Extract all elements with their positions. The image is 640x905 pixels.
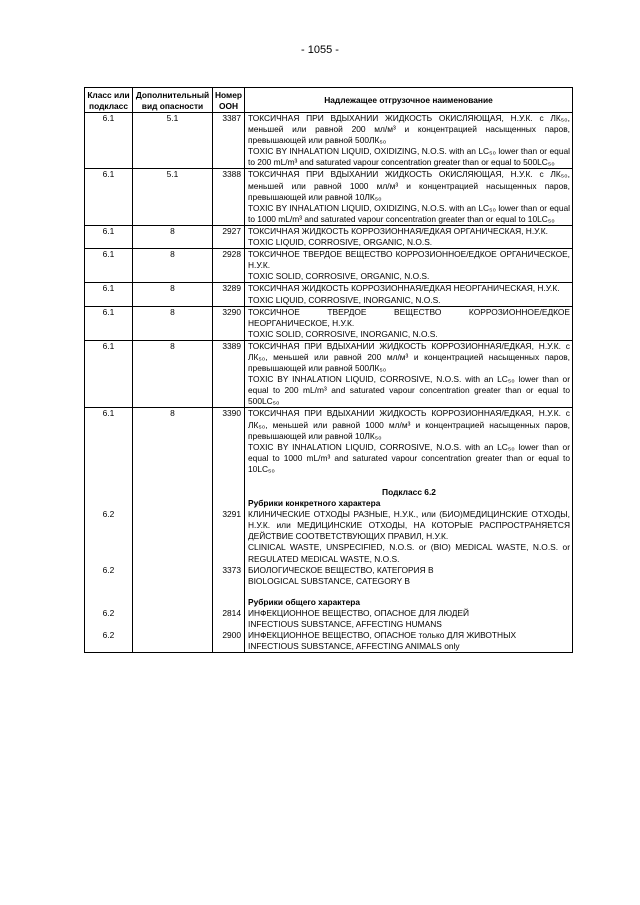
- general-entries-heading: Рубрики общего характера: [248, 596, 360, 607]
- header-subsidiary-risk: Дополнительный вид опасности: [133, 88, 213, 113]
- table-row: [85, 608, 573, 630]
- shipping-name-cell: [245, 565, 573, 587]
- name-en: CLINICAL WASTE, UNSPECIFIED, N.O.S. or (BIO) MEDICAL WASTE, N.O.S. or REGULATED MEDICAL WASTE, N.O.S.: [248, 542, 570, 564]
- class-cell: 6.2: [85, 509, 133, 564]
- shipping-name-cell: [245, 283, 573, 306]
- un-number-cell: 2814: [213, 608, 245, 630]
- shipping-name-cell: [245, 340, 573, 408]
- shipping-name-cell: [245, 608, 573, 630]
- class-cell: 6.1: [85, 225, 133, 248]
- un-number-cell: 2927: [213, 225, 245, 248]
- name-en: TOXIC BY INHALATION LIQUID, OXIDIZING, N.O.S. with an LC₅₀ lower than or equal to 200 mL/m³ and saturated vapour concentration greater than or equal to 500LC₅₀: [248, 146, 570, 168]
- name-en: BIOLOGICAL SUBSTANCE, CATEGORY B: [248, 575, 410, 586]
- specific-entries-heading: Рубрики конкретного характера: [248, 498, 381, 509]
- shipping-name-cell: [245, 509, 573, 564]
- name-en: TOXIC BY INHALATION LIQUID, CORROSIVE, N.O.S. with an LC₅₀ lower than or equal to 200 mL/m³ and saturated vapour concentration greater than or equal to 500LC₅₀: [248, 374, 570, 407]
- subclass-heading-cell: [245, 475, 573, 509]
- name-ru: КЛИНИЧЕСКИЕ ОТХОДЫ РАЗНЫЕ, Н.У.К., или (БИО)МЕДИЦИНСКИЕ ОТХОДЫ, Н.У.К. или МЕДИЦИНСКИЕ ОТХОДЫ, НА КОТОРЫЕ РАСПРОСТРАНЯЕТСЯ ДЕЙСТВИЕ СООТВЕТСТВУЮЩИХ ПРАВИЛ, Н.У.К.: [248, 509, 570, 542]
- un-number-cell: 3387: [213, 113, 245, 169]
- name-ru: ТОКСИЧНАЯ ЖИДКОСТЬ КОРРОЗИОННАЯ/ЕДКАЯ ОРГАНИЧЕСКАЯ, Н.У.К.: [248, 225, 548, 236]
- table-row: [85, 113, 573, 169]
- un-number-cell: 2900: [213, 630, 245, 653]
- un-number-cell: 3290: [213, 306, 245, 340]
- table-row: [85, 169, 573, 225]
- class-cell: 6.2: [85, 608, 133, 630]
- name-ru: ТОКСИЧНАЯ ПРИ ВДЫХАНИИ ЖИДКОСТЬ ОКИСЛЯЮЩАЯ, Н.У.К. с ЛК₅₀, меньшей или равной 200 мл/м³ и концентрацией насыщенных паров, превышающей или равной 500ЛК₅₀: [248, 113, 570, 146]
- name-en: TOXIC BY INHALATION LIQUID, CORROSIVE, N.O.S. with an LC₅₀ lower than or equal to 1000 mL/m³ and saturated vapour concentration greater than or equal to 10LC₅₀: [248, 441, 570, 474]
- class-cell: 6.2: [85, 630, 133, 653]
- risk-cell: 8: [133, 249, 213, 283]
- name-ru: ИНФЕКЦИОННОЕ ВЕЩЕСТВО, ОПАСНОЕ только ДЛЯ ЖИВОТНЫХ: [248, 630, 517, 641]
- table-row: [85, 340, 573, 408]
- risk-cell: 8: [133, 340, 213, 408]
- name-en: INFECTIOUS SUBSTANCE, AFFECTING HUMANS: [248, 619, 442, 630]
- class-cell: 6.1: [85, 283, 133, 306]
- un-number-cell: 3289: [213, 283, 245, 306]
- general-heading-row: [85, 587, 573, 608]
- shipping-name-cell: [245, 113, 573, 169]
- shipping-name-cell: [245, 306, 573, 340]
- risk-cell: [133, 565, 213, 587]
- risk-cell: 8: [133, 408, 213, 475]
- class-cell: 6.2: [85, 565, 133, 587]
- class-cell: 6.1: [85, 249, 133, 283]
- table-row: [85, 225, 573, 248]
- class-cell: 6.1: [85, 113, 133, 169]
- table-row: [85, 408, 573, 475]
- name-en: TOXIC BY INHALATION LIQUID, OXIDIZING, N.O.S. with an LC₅₀ lower than or equal to 1000 mL/m³ and saturated vapour concentration greater than or equal to 10LC₅₀: [248, 202, 570, 224]
- un-number-cell: 3389: [213, 340, 245, 408]
- table-row: [85, 249, 573, 283]
- name-ru: ТОКСИЧНАЯ ПРИ ВДЫХАНИИ ЖИДКОСТЬ КОРРОЗИОННАЯ/ЕДКАЯ, Н.У.К. с ЛК₅₀, меньшей или равной 1000 мл/м³ и концентрацией насыщенных паров, превышающей или равной 10ЛК₅₀: [248, 408, 570, 441]
- risk-cell: 8: [133, 225, 213, 248]
- name-ru: ИНФЕКЦИОННОЕ ВЕЩЕСТВО, ОПАСНОЕ ДЛЯ ЛЮДЕЙ: [248, 607, 469, 618]
- subclass-title: Подкласс 6.2: [382, 487, 436, 497]
- table-row: [85, 283, 573, 306]
- class-cell: 6.1: [85, 306, 133, 340]
- name-en: TOXIC LIQUID, CORROSIVE, ORGANIC, N.O.S.: [248, 237, 433, 248]
- shipping-name-cell: [245, 408, 573, 475]
- name-en: TOXIC SOLID, CORROSIVE, INORGANIC, N.O.S.: [248, 328, 438, 339]
- name-en: TOXIC LIQUID, CORROSIVE, INORGANIC, N.O.S.: [248, 294, 441, 305]
- name-en: TOXIC SOLID, CORROSIVE, ORGANIC, N.O.S.: [248, 271, 430, 282]
- shipping-name-cell: [245, 630, 573, 653]
- un-number-cell: 3291: [213, 509, 245, 564]
- risk-cell: [133, 608, 213, 630]
- table-row: [85, 630, 573, 653]
- header-un-number: Номер ООН: [213, 88, 245, 113]
- name-ru: ТОКСИЧНАЯ ЖИДКОСТЬ КОРРОЗИОННАЯ/ЕДКАЯ НЕОРГАНИЧЕСКАЯ, Н.У.К.: [248, 283, 560, 294]
- table-header-row: [85, 88, 573, 113]
- subclass-heading-row: [85, 475, 573, 509]
- un-number-cell: 3388: [213, 169, 245, 225]
- class-cell: 6.1: [85, 169, 133, 225]
- name-ru: ТОКСИЧНОЕ ТВЕРДОЕ ВЕЩЕСТВО КОРРОЗИОННОЕ/ЕДКОЕ ОРГАНИЧЕСКОЕ, Н.У.К.: [248, 249, 570, 271]
- table-row: [85, 509, 573, 564]
- table-row: [85, 306, 573, 340]
- header-class: Класс или подкласс: [85, 88, 133, 113]
- un-number-cell: 3373: [213, 565, 245, 587]
- risk-cell: 5.1: [133, 169, 213, 225]
- un-number-cell: 2928: [213, 249, 245, 283]
- class-cell: 6.1: [85, 408, 133, 475]
- page-number: - 1055 -: [301, 44, 339, 56]
- class-cell: 6.1: [85, 340, 133, 408]
- risk-cell: 8: [133, 306, 213, 340]
- table-row: [85, 565, 573, 587]
- un-number-cell: 3390: [213, 408, 245, 475]
- risk-cell: [133, 509, 213, 564]
- name-ru: ТОКСИЧНАЯ ПРИ ВДЫХАНИИ ЖИДКОСТЬ ОКИСЛЯЮЩАЯ, Н.У.К. с ЛК₅₀, меньшей или равной 1000 мл/м³ и концентрацией насыщенных паров, превышающей или равной 10ЛК₅₀: [248, 169, 570, 202]
- shipping-name-cell: [245, 249, 573, 283]
- risk-cell: 5.1: [133, 113, 213, 169]
- name-ru: ТОКСИЧНАЯ ПРИ ВДЫХАНИИ ЖИДКОСТЬ КОРРОЗИОННАЯ/ЕДКАЯ, Н.У.К. с ЛК₅₀, меньшей или равной 200 мл/м³ и концентрацией насыщенных паров, превышающей или равной 500ЛК₅₀: [248, 340, 570, 374]
- dangerous-goods-table: [84, 87, 573, 653]
- shipping-name-cell: [245, 225, 573, 248]
- shipping-name-cell: [245, 169, 573, 225]
- header-shipping-name: Надлежащее отгрузочное наименование: [245, 88, 573, 113]
- name-ru: БИОЛОГИЧЕСКОЕ ВЕЩЕСТВО, КАТЕГОРИЯ В: [248, 564, 434, 575]
- name-en: INFECTIOUS SUBSTANCE, AFFECTING ANIMALS only: [248, 641, 460, 652]
- risk-cell: 8: [133, 283, 213, 306]
- risk-cell: [133, 630, 213, 653]
- name-ru: ТОКСИЧНОЕ ТВЕРДОЕ ВЕЩЕСТВО КОРРОЗИОННОЕ/ЕДКОЕ НЕОРГАНИЧЕСКОЕ, Н.У.К.: [248, 306, 570, 328]
